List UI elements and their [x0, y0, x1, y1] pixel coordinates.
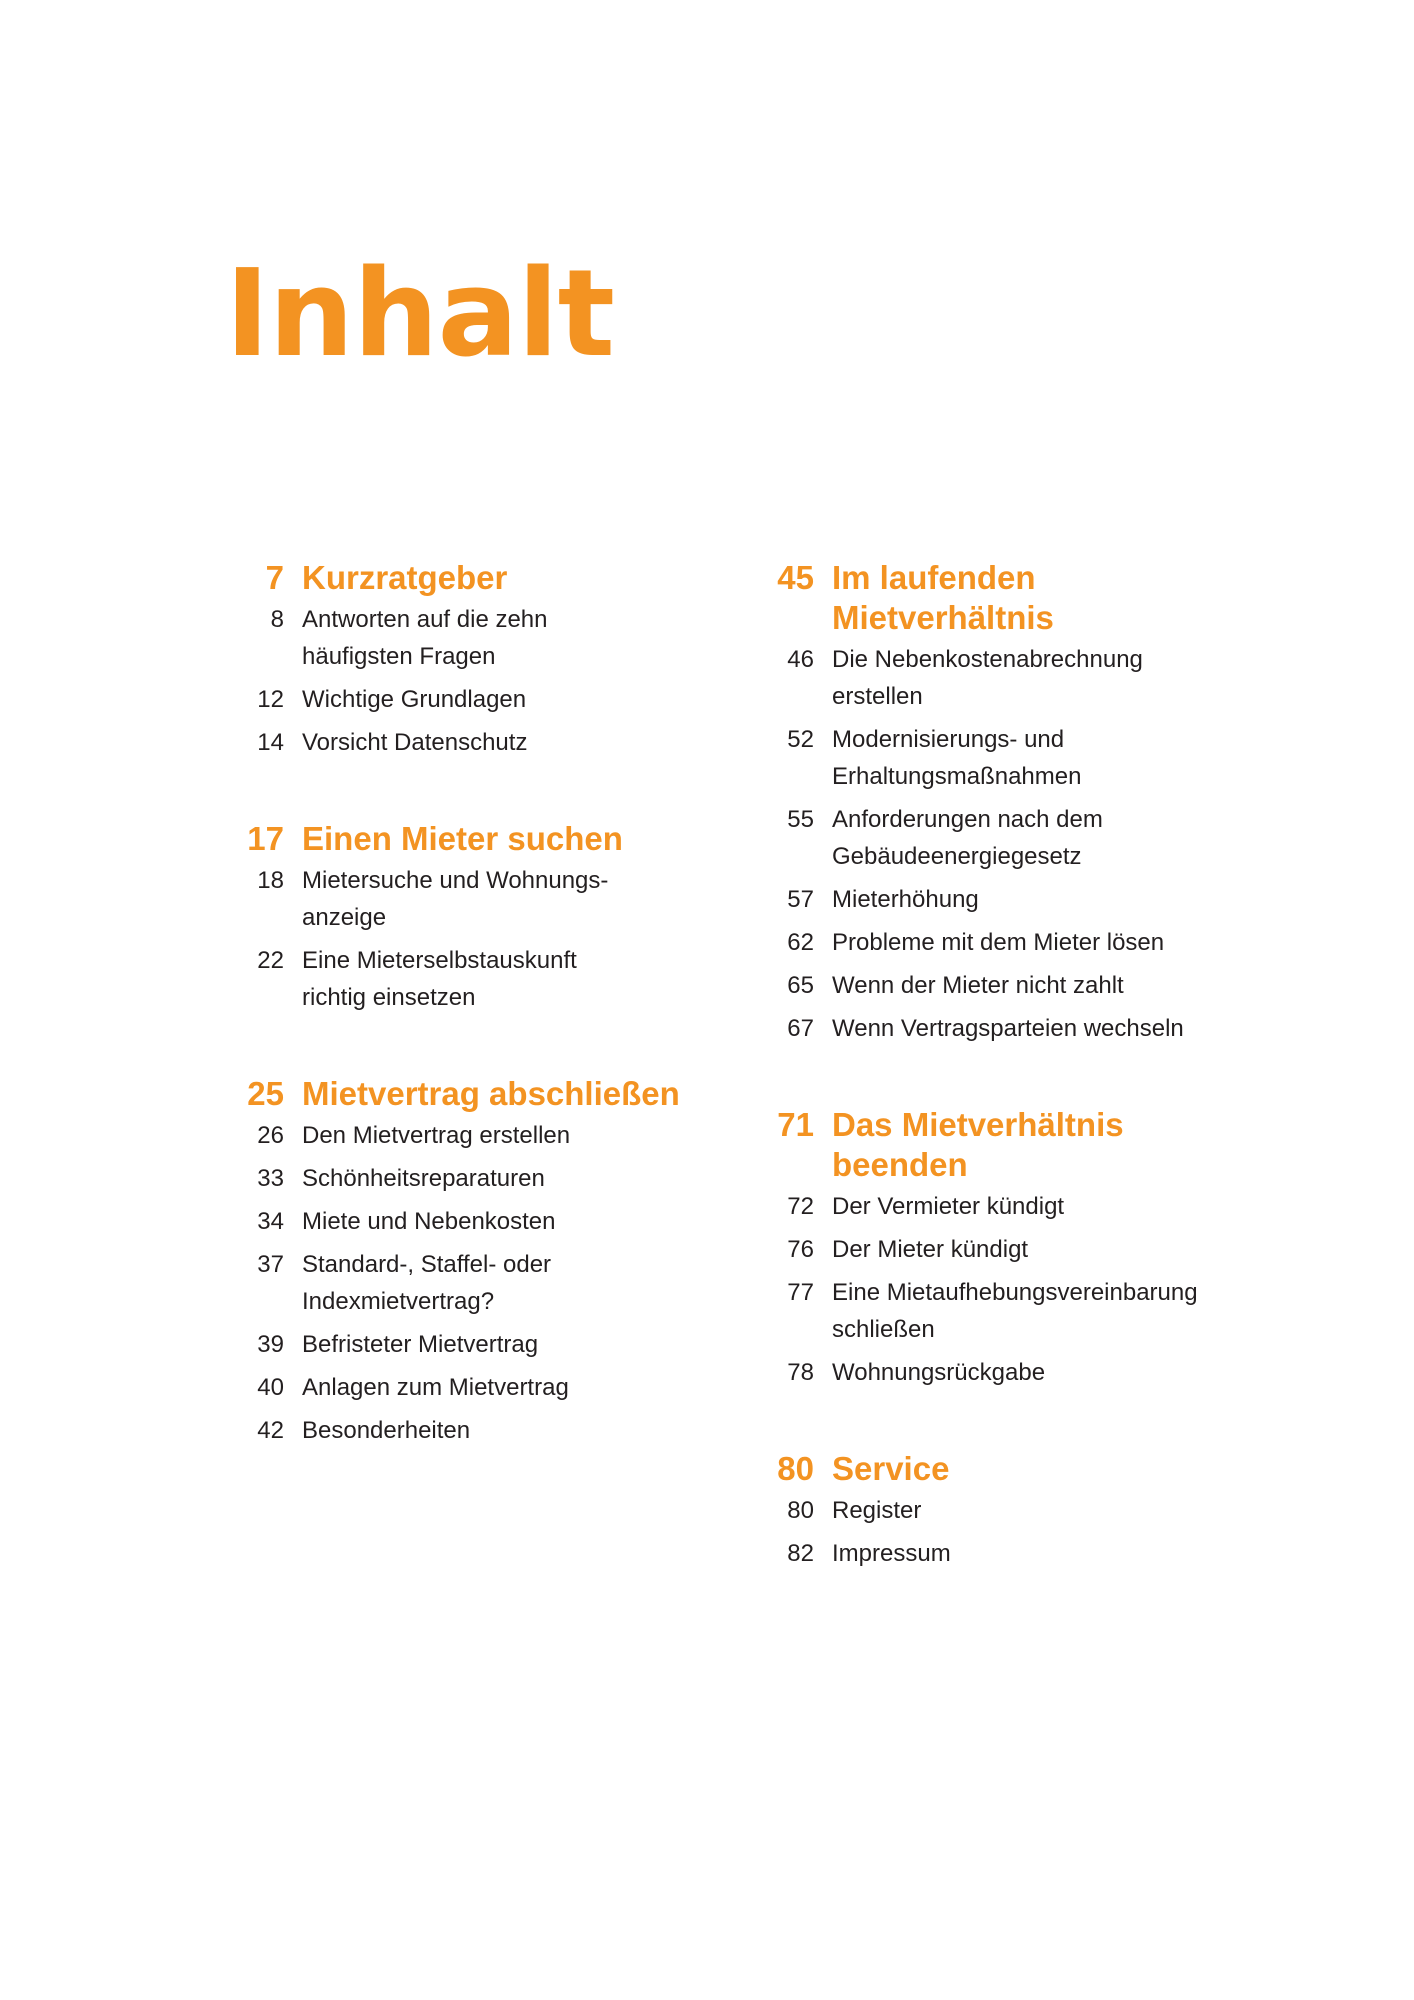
entry-page-number: 39	[257, 1331, 284, 1358]
entry-page-number: 12	[257, 686, 284, 713]
section-page-number: 25	[247, 1075, 284, 1112]
entry-page-number: 33	[257, 1165, 284, 1192]
toc-entry[interactable]	[758, 967, 1318, 1004]
entry-title: Anforderungen nach dem Gebäudeenergiegesetz	[832, 806, 1103, 870]
entry-page-number: 42	[257, 1417, 284, 1444]
entry-page-number: 26	[257, 1122, 284, 1149]
toc-entry[interactable]	[758, 1010, 1318, 1047]
entry-title: Antworten auf die zehn häufigsten Fragen	[302, 606, 548, 670]
section-title: Einen Mieter suchen	[302, 820, 623, 857]
section-page-number: 80	[777, 1450, 814, 1487]
toc-entry[interactable]	[758, 721, 1318, 795]
toc-entry[interactable]	[758, 1274, 1318, 1348]
entry-page-number: 80	[787, 1497, 814, 1524]
toc-entry[interactable]	[758, 924, 1318, 961]
entry-title: Die Nebenkostenabrechnung erstellen	[832, 646, 1143, 710]
entry-title: Miete und Nebenkosten	[302, 1208, 556, 1235]
entry-title: Probleme mit dem Mieter lösen	[832, 929, 1165, 956]
entry-title: Wenn Vertragsparteien wechseln	[832, 1015, 1184, 1042]
entry-page-number: 78	[787, 1359, 814, 1386]
entry-title: Vorsicht Datenschutz	[302, 729, 528, 756]
entry-page-number: 76	[787, 1236, 814, 1263]
entry-title: Impressum	[832, 1540, 951, 1567]
entry-title: Eine Mietaufhebungsvereinbarung schließen	[832, 1279, 1198, 1343]
entry-title: Mieterhöhung	[832, 886, 979, 913]
section-title: Im laufenden Mietverhältnis	[832, 559, 1054, 636]
section-title: Service	[832, 1450, 950, 1487]
section-heading[interactable]	[758, 1105, 1318, 1185]
toc-section-mietverhaeltnis-beenden	[758, 1105, 1318, 1391]
page-title: Inhalt	[225, 245, 614, 384]
entry-title: Modernisierungs- und Erhaltungsmaßnahmen	[832, 726, 1082, 790]
entry-title: Befristeter Mietvertrag	[302, 1331, 539, 1358]
entry-page-number: 34	[257, 1208, 284, 1235]
section-heading[interactable]	[758, 558, 1318, 638]
section-page-number: 7	[265, 559, 284, 596]
section-heading[interactable]	[228, 819, 748, 859]
toc-entry[interactable]	[758, 1231, 1318, 1268]
entry-page-number: 65	[787, 972, 814, 999]
section-title: Das Mietverhältnis beenden	[832, 1106, 1124, 1183]
entry-page-number: 46	[787, 646, 814, 673]
entry-title: Der Vermieter kündigt	[832, 1193, 1065, 1220]
toc-section-laufendes-mietverhaeltnis	[758, 558, 1318, 1047]
toc-entry[interactable]	[228, 1246, 748, 1320]
entry-title: Mietersuche und Wohnungsanzeige	[302, 867, 609, 931]
toc-entry[interactable]	[228, 1160, 748, 1197]
toc-section-mieter-suchen	[228, 819, 748, 1016]
section-page-number: 45	[777, 559, 814, 596]
toc-entry[interactable]	[228, 1412, 748, 1449]
toc-left-column	[228, 558, 748, 1507]
toc-right-column	[758, 558, 1318, 1630]
entry-page-number: 40	[257, 1374, 284, 1401]
section-page-number: 71	[777, 1106, 814, 1143]
entry-title: Anlagen zum Mietvertrag	[302, 1374, 569, 1401]
entry-page-number: 72	[787, 1193, 814, 1220]
toc-entry[interactable]	[228, 1326, 748, 1363]
entry-title: Besonderheiten	[302, 1417, 471, 1444]
entry-title: Schönheitsreparaturen	[302, 1165, 545, 1192]
toc-entry[interactable]	[228, 1117, 748, 1154]
toc-section-mietvertrag	[228, 1074, 748, 1449]
entry-title: Den Mietvertrag erstellen	[302, 1122, 571, 1149]
toc-entry[interactable]	[758, 1188, 1318, 1225]
section-heading[interactable]	[228, 558, 748, 598]
toc-entry[interactable]	[758, 1492, 1318, 1529]
entry-title: Register	[832, 1497, 922, 1524]
entry-page-number: 77	[787, 1279, 814, 1306]
toc-entry[interactable]	[228, 942, 748, 1016]
entry-title: Eine Mieterselbstauskunft richtig einsetzen	[302, 947, 577, 1011]
entry-page-number: 37	[257, 1251, 284, 1278]
toc-entry[interactable]	[228, 862, 748, 936]
entry-page-number: 14	[257, 729, 284, 756]
entry-page-number: 52	[787, 726, 814, 753]
entry-page-number: 22	[257, 947, 284, 974]
entry-title: Wichtige Grundlagen	[302, 686, 527, 713]
toc-entry[interactable]	[758, 1535, 1318, 1572]
entry-page-number: 82	[787, 1540, 814, 1567]
toc-entry[interactable]	[228, 724, 748, 761]
section-heading[interactable]	[228, 1074, 748, 1114]
entry-page-number: 55	[787, 806, 814, 833]
section-title: Mietvertrag abschließen	[302, 1075, 680, 1112]
entry-page-number: 8	[270, 606, 284, 633]
entry-page-number: 62	[787, 929, 814, 956]
entry-page-number: 57	[787, 886, 814, 913]
section-heading[interactable]	[758, 1449, 1318, 1489]
toc-entry[interactable]	[758, 801, 1318, 875]
section-page-number: 17	[247, 820, 284, 857]
entry-page-number: 18	[257, 867, 284, 894]
entry-title: Standard-, Staffel- oder Indexmietvertrag?	[302, 1251, 552, 1315]
toc-entry[interactable]	[228, 1369, 748, 1406]
entry-page-number: 67	[787, 1015, 814, 1042]
toc-entry[interactable]	[758, 641, 1318, 715]
entry-title: Wohnungsrückgabe	[832, 1359, 1046, 1386]
toc-entry[interactable]	[758, 881, 1318, 918]
toc-entry[interactable]	[758, 1354, 1318, 1391]
toc-entry[interactable]	[228, 681, 748, 718]
toc-section-service	[758, 1449, 1318, 1572]
entry-title: Der Mieter kündigt	[832, 1236, 1029, 1263]
entry-title: Wenn der Mieter nicht zahlt	[832, 972, 1124, 999]
toc-section-kurzratgeber	[228, 558, 748, 761]
toc-entry[interactable]	[228, 601, 748, 675]
toc-entry[interactable]	[228, 1203, 748, 1240]
section-title: Kurzratgeber	[302, 559, 508, 596]
